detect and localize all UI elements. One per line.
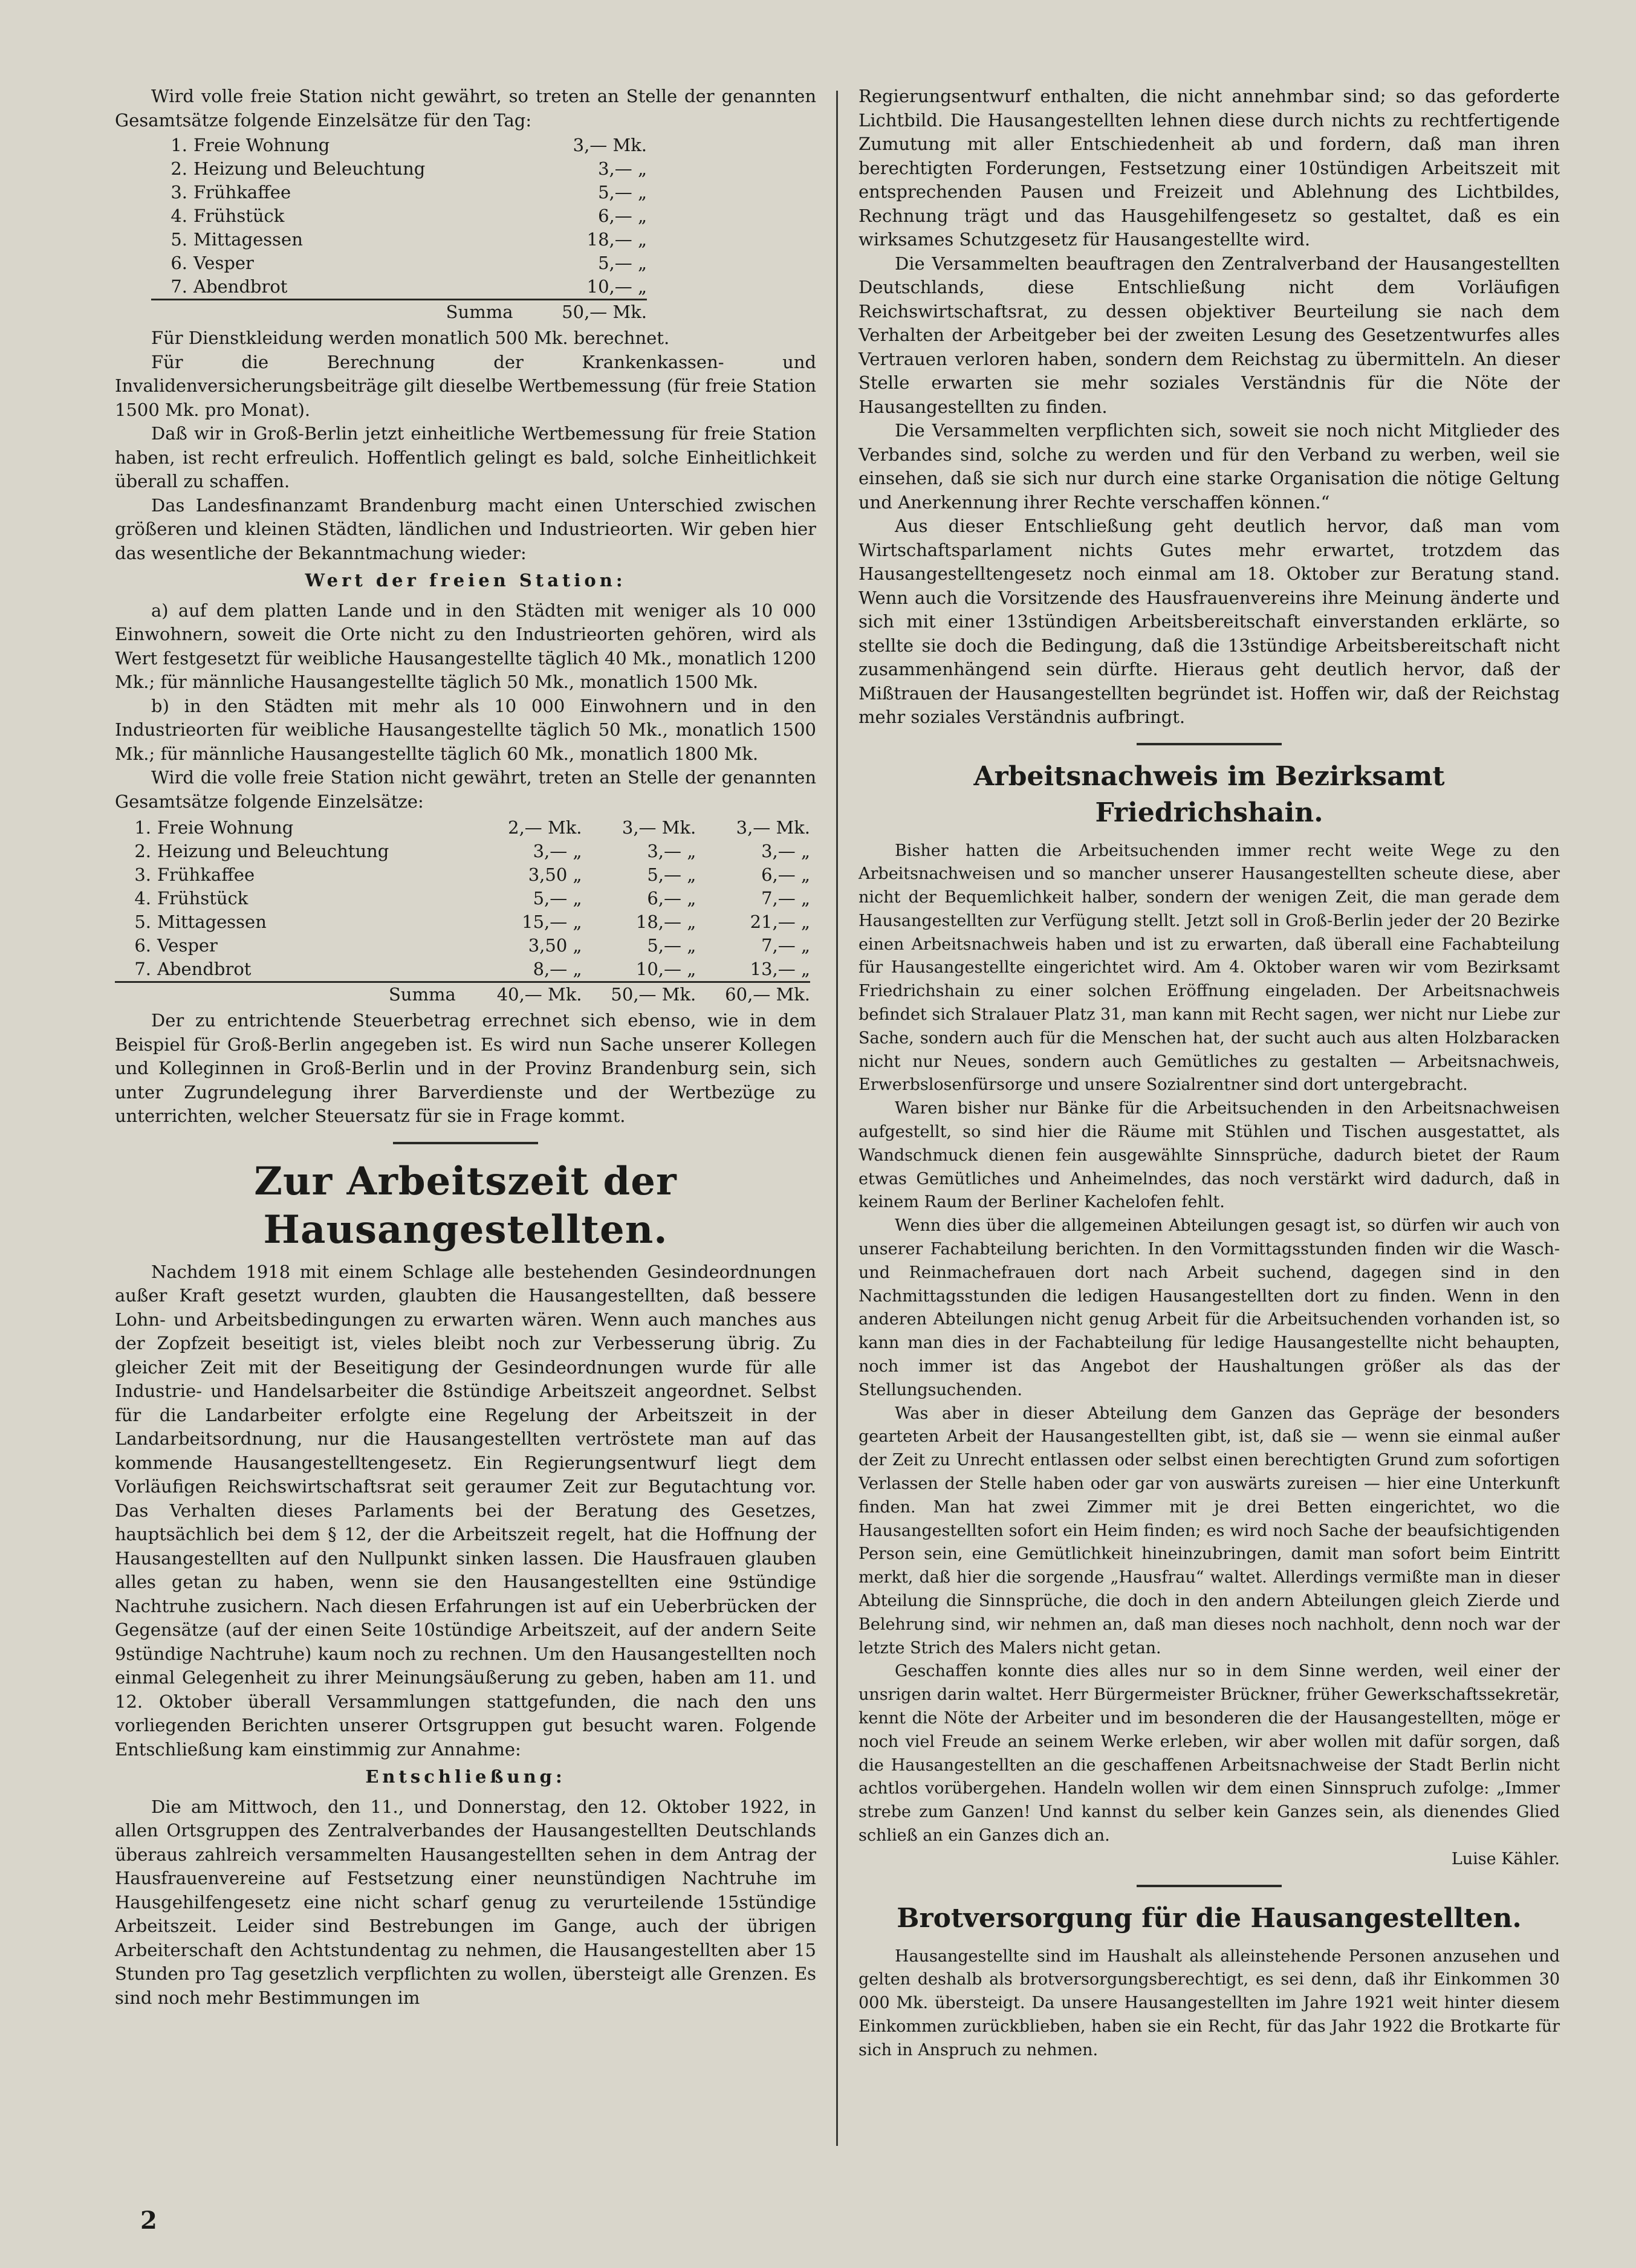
row-label: Heizung und Beleuchtung bbox=[157, 841, 389, 861]
sum-label: Summa bbox=[193, 300, 525, 325]
table-row bbox=[115, 910, 810, 934]
row-value-a: 8,— „ bbox=[533, 959, 582, 979]
row-number: 4. bbox=[170, 206, 187, 226]
row-value-c: 3,— „ bbox=[761, 841, 810, 861]
paragraph: Was aber in dieser Abteilung dem Ganzen das Gepräge der besonders gearteten Arbeit der Hausangestellten gibt, ist, daß sie — wenn sie einmal außer der Zeit zu Unrecht entlassen oder selbst einen berechtigten Grund zum sofortigen Verlassen der Stelle haben oder gar von auswärts zureisen — hier eine Unterkunft finden. Man hat zwei Zimmer mit je drei Betten eingerichtet, wo die Hausangestellten sofort ein Heim finden; es wird noch Sache der beaufsichtigenden Person sein, eine Gemütlichkeit hineinzubringen, damit man sofort beim Eintritt merkt, daß hier die sorgende „Hausfrau“ waltet. Allerdings vermißte man in dieser Abteilung die Sinnsprüche, die doch in den andern Abteilungen gleich Zierde und Belehrung sind, wir nehmen an, daß man dieses noch nachholt, denn noch war der letzte Strich des Malers nicht getan. bbox=[859, 1404, 1560, 1657]
table-row bbox=[115, 957, 810, 982]
row-label: Abendbrot bbox=[157, 959, 252, 979]
row-number: 3. bbox=[134, 864, 151, 885]
row-value-c: 21,— „ bbox=[750, 912, 810, 932]
row-number: 2. bbox=[134, 841, 151, 861]
row-value: 5,— „ bbox=[598, 182, 647, 202]
row-number: 3. bbox=[170, 182, 187, 202]
article-body bbox=[859, 1945, 1560, 2062]
sum-value-b: 50,— Mk. bbox=[582, 982, 696, 1007]
paragraph: Bisher hatten die Arbeitsuchenden immer recht weite Wege zu den Arbeitsnachweisen und so mancher unserer Hausangestellten scheute diese, aber nicht der Bequemlichkeit halber, sondern der wenigen Zeit, die man gerade dem Hausangestellten zur Verfügung stellt. Jetzt soll in Groß-Berlin jeder der 20 Bezirke einen Arbeitsnachweis haben und ist zu erwarten, daß überall eine Fachabteilung für Hausangestellte eingerichtet wird. Am 4. Oktober waren wir vom Bezirksamt Friedrichshain zu einer solchen Eröffnung eingeladen. Der Arbeitsnachweis befindet sich Stralauer Platz 31, man kann mit Recht sagen, wer nicht nur Liebe zur Sache, sondern auch für die Menschen hat, der sucht auch aus alten Holzbaracken nicht nur Neues, sondern auch Gemütliches zu gestalten — Arbeitsnachweis, Erwerbslosenfürsorge und unsere Sozialrentner sind dort untergebracht. bbox=[859, 841, 1560, 1095]
paragraph: Aus dieser Entschließung geht deutlich hervor, daß man vom Wirtschaftsparlament nichts Gutes mehr erwartet, trotzdem das Hausangestelltengesetz noch einmal am 18. Oktober zur Beratung stand. Wenn auch die Vorsitzende des Hausfrauenvereins ihre Meinung änderte und sich mit einer 13stündigen Arbeitsbereitschaft einverstanden erklärte, so stellte sie doch die Bedingung, daß die 13stündige Arbeitsbereitschaft nicht zusammenhängend sein dürfte. Hieraus geht deutlich hervor, daß der Mißtrauen der Hausangestellten begründet ist. Hoffen wir, daß der Reichstag mehr soziales Verständnis aufbringt. bbox=[859, 516, 1560, 727]
row-label: Freie Wohnung bbox=[193, 135, 330, 155]
row-label: Vesper bbox=[157, 935, 218, 956]
paragraph: Daß wir in Groß-Berlin jetzt einheitliche Wertbemessung für freie Station haben, ist recht erfreulich. Hoffentlich gelingt es bald, solche Einheitlichkeit überall zu schaffen. bbox=[115, 423, 816, 491]
sum-value-c: 60,— Mk. bbox=[696, 982, 810, 1007]
row-value-c: 6,— „ bbox=[761, 864, 810, 885]
row-value-c: 7,— „ bbox=[761, 935, 810, 956]
row-value-a: 15,— „ bbox=[522, 912, 582, 932]
table-row bbox=[151, 251, 647, 275]
row-value-c: 13,— „ bbox=[750, 959, 810, 979]
row-number: 1. bbox=[170, 135, 187, 155]
paragraph: Regierungsentwurf enthalten, die nicht annehmbar sind; so das geforderte Lichtbild. Die Hausangestellten lehnen diese durch nichts zu rechtfertigende Zumutung mit aller Entschiedenheit ab und fordern, daß man ihren berechtigten Forderungen, Festsetzung einer 10stündigen Arbeitszeit mit entsprechenden Pausen und Freizeit und Ablehnung des Lichtbildes, Rechnung trägt und das Hausgehilfengesetz so gestaltet, daß es ein wirksames Schutzgesetz für Hausangestellte wird. bbox=[859, 86, 1560, 250]
table-row bbox=[151, 157, 647, 181]
row-number: 1. bbox=[134, 817, 151, 838]
table-row bbox=[115, 863, 810, 887]
row-value: 5,— „ bbox=[598, 253, 647, 273]
table-row bbox=[151, 181, 647, 204]
row-value: 3,— „ bbox=[598, 158, 647, 179]
row-value-a: 5,— „ bbox=[533, 888, 582, 909]
row-value-a: 2,— Mk. bbox=[508, 817, 582, 838]
paragraph: Für Dienstkleidung werden monatlich 500 Mk. berechnet. bbox=[151, 328, 670, 348]
row-value-b: 5,— „ bbox=[647, 935, 696, 956]
paragraph: Die Versammelten verpflichten sich, soweit sie noch nicht Mitglieder des Verbandes sind, solche zu werden und für den Verband zu werben, weil sie einsehen, daß sie sich nur durch eine starke Organisation die nötige Geltung und Anerkennung ihrer Rechte verschaffen können.“ bbox=[859, 420, 1560, 513]
row-number: 6. bbox=[134, 935, 151, 956]
paragraph: Waren bisher nur Bänke für die Arbeitsuchenden in den Arbeitsnachweisen aufgestellt, so sind hier die Räume mit Stühlen und Tischen ausgestattet, als Wandschmuck dienen fein ausgewählte Sinnsprüche, dadurch bietet der Raum etwas Gemütliches und Anheimelndes, das noch verstärkt wird dadurch, daß in keinem Raum der Berliner Kachelofen fehlt. bbox=[859, 1099, 1560, 1212]
table-row bbox=[115, 816, 810, 840]
row-label: Heizung und Beleuchtung bbox=[193, 158, 426, 179]
row-value: 6,— „ bbox=[598, 206, 647, 226]
sum-value: 50,— Mk. bbox=[525, 300, 648, 325]
row-value-a: 3,50 „ bbox=[528, 935, 582, 956]
article-title: Brotversorgung für die Hausangestellten. bbox=[897, 1902, 1522, 1934]
table-row bbox=[151, 204, 647, 228]
value-table-brandenburg bbox=[115, 816, 810, 1006]
row-value-c: 3,— Mk. bbox=[736, 817, 810, 838]
paragraph: b) in den Städten mit mehr als 10 000 Einwohnern und in den Industrieorten für weibliche Hausangestellte täglich 50 Mk., monatlich 1500 Mk.; für männliche Hausangestellte täglich 60 Mk., monatlich 1800 Mk. bbox=[115, 695, 816, 764]
paragraph: Das Landesfinanzamt Brandenburg macht einen Unterschied zwischen größeren und kleinen Städten, ländlichen und Industrieorten. Wir geben hier das wesentliche der Bekanntmachung wieder: bbox=[115, 494, 816, 563]
section-heading: Wert der freien Station: bbox=[305, 570, 626, 591]
row-number: 7. bbox=[134, 959, 151, 979]
row-number: 6. bbox=[170, 253, 187, 273]
row-value-b: 5,— „ bbox=[647, 864, 696, 885]
row-label: Freie Wohnung bbox=[157, 817, 294, 838]
row-number: 4. bbox=[134, 888, 151, 909]
table-sum-row bbox=[115, 982, 810, 1007]
row-value-b: 3,— „ bbox=[647, 841, 696, 861]
paragraph: a) auf dem platten Lande und in den Städten mit weniger als 10 000 Einwohnern, soweit die Orte nicht zu den Industrieorten gehören, wird als Wert festgesetzt für weibliche Hausangestellte täglich 40 Mk., monatlich 1200 Mk.; für männliche Hausangestellte täglich 50 Mk., monatlich 1500 Mk. bbox=[115, 600, 816, 692]
row-label: Vesper bbox=[193, 253, 254, 273]
article-title: Zur Arbeitszeit der Hausangestellten. bbox=[254, 1158, 677, 1252]
left-column bbox=[115, 85, 816, 2232]
table-row bbox=[151, 275, 647, 300]
row-label: Frühstück bbox=[193, 206, 285, 226]
paragraph: Nachdem 1918 mit einem Schlage alle bestehenden Gesindeordnungen außer Kraft gesetzt wurden, glaubten die Hausangestellten, daß bessere Lohn- und Arbeitsbedingungen zu erwarten wären. Wenn auch manches aus der Zopfzeit beseitigt ist, vieles bleibt noch zur Verbesserung übrig. Zu gleicher Zeit mit der Beseitigung der Gesindeordnungen wurde für alle Industrie- und Handelsarbeiter die 8stündige Arbeitszeit angeordnet. Selbst für die Landarbeiter erfolgte eine Regelung der Arbeitszeit in der Landarbeitsordnung, nur die Hausangestellten vertröstete man auf das kommende Hausangestelltengesetz. Ein Regierungsentwurf liegt dem Vorläufigen Reichswirtschaftsrat seit geraumer Zeit zur Begutachtung vor. Das Verhalten dieses Parlaments bei der Beratung des Gesetzes, hauptsächlich bei dem § 12, der die Arbeitszeit regelt, hat die Hoffnung der Hausangestellten auf den Nullpunkt sinken lassen. Die Hausfrauen glauben alles getan zu haben, wenn sie den Hausangestellten eine 9stündige Nachtruhe zusichern. Nach diesen Erfahrungen ist auf ein Ueberbrücken der Gegensätze (auf der einen Seite 10stündige Arbeitszeit, auf der andern Seite 9stündige Nachtruhe) kaum noch zu rechnen. Um den Hausangestellten noch einmal Gelegenheit zu ihrer Meinungsäußerung zu geben, haben am 11. und 12. Oktober überall Versammlungen stattgefunden, die nach den uns vorliegenden Berichten unserer Ortsgruppen gut besucht waren. Folgende Entschließung kam einstimmig zur Annahme: bbox=[115, 1261, 816, 1760]
row-label: Abendbrot bbox=[193, 276, 288, 297]
article-title: Arbeitsnachweis im Bezirksamt Friedrichshain. bbox=[973, 760, 1445, 828]
author-signature: Luise Kähler. bbox=[1451, 1849, 1560, 1868]
table-row bbox=[151, 134, 647, 157]
row-value-b: 10,— „ bbox=[635, 959, 696, 979]
paragraph: Wenn dies über die allgemeinen Abteilungen gesagt ist, so dürfen wir auch von unserer Fachabteilung berichten. In den Vormittagsstunden finden wir die Wasch- und Reinmachefrauen dort nach Arbeit suchend, dagegen sind in den Nachmittagsstunden die ledigen Hausangestellten dort zu finden. Wenn in den anderen Abteilungen nicht genug Arbeit für die Arbeitsuchenden vorhanden ist, so kann man dies in der Fachabteilung für ledige Hausangestellte nicht behaupten, noch immer ist das Angebot der Haushaltungen größer als das der Stellungsuchenden. bbox=[859, 1216, 1560, 1399]
row-label: Mittagessen bbox=[193, 229, 303, 250]
paragraph: Hausangestellte sind im Haushalt als alleinstehende Personen anzusehen und gelten deshalb als brotversorgungsberechtigt, es sei denn, daß ihr Einkommen 30 000 Mk. übersteigt. Da unsere Hausangestellten im Jahre 1921 weit hinter diesem Einkommen zurückblieben, haben sie ein Recht, für das Jahr 1922 die Brotkarte für sich in Anspruch zu nehmen. bbox=[859, 1946, 1560, 2059]
row-label: Frühkaffee bbox=[157, 864, 255, 885]
section-rule bbox=[393, 1142, 538, 1144]
paragraph: Für die Berechnung der Krankenkassen- und Invalidenversicherungsbeiträge gilt dieselbe Wertbemessung (für freie Station 1500 Mk. pro Monat). bbox=[115, 351, 816, 420]
paragraph: Der zu entrichtende Steuerbetrag errechnet sich ebenso, wie in dem Beispiel für Groß-Berlin angegeben ist. Es wird nun Sache unserer Kollegen und Kolleginnen in Groß-Berlin und in der Provinz Brandenburg sein, sich unter Zugrundelegung ihrer Barverdienste und der Wertbezüge zu unterrichten, welcher Steuersatz für sie in Frage kommt. bbox=[115, 1010, 816, 1126]
sum-label: Summa bbox=[157, 982, 468, 1007]
row-value-c: 7,— „ bbox=[761, 888, 810, 909]
article-body bbox=[859, 840, 1560, 1871]
paragraph: Geschaffen konnte dies alles nur so in dem Sinne werden, weil einer der unsrigen darin waltet. Herr Bürgermeister Brückner, früher Gewerkschaftssekretär, kennt die Nöte der Arbeiter und im besonderen die der Hausangestellten, möge er noch viel Freude an seinem Werke erleben, wir aber wollen mit dafür sorgen, daß die Hausangestellten an die geschaffenen Arbeitsnachweise der Stadt Berlin nicht achtlos vorübergehen. Handeln wollen wir dem einen Sinnspruch zufolge: „Immer strebe zum Ganzen! Und kannst du selber kein Ganzes sein, als dienendes Glied schließ an ein Ganzes dich an. bbox=[859, 1662, 1560, 1845]
row-value: 18,— „ bbox=[586, 229, 647, 250]
page-number: 2 bbox=[140, 2206, 157, 2235]
row-value: 3,— Mk. bbox=[573, 135, 647, 155]
row-value-a: 3,— „ bbox=[533, 841, 582, 861]
table-row bbox=[115, 887, 810, 910]
section-rule bbox=[1137, 743, 1282, 745]
value-table-grossberlin bbox=[151, 134, 647, 324]
row-label: Mittagessen bbox=[157, 912, 267, 932]
row-number: 5. bbox=[134, 912, 151, 932]
table-sum-row bbox=[151, 300, 647, 325]
row-value-a: 3,50 „ bbox=[528, 864, 582, 885]
right-column bbox=[859, 85, 1560, 2232]
row-number: 2. bbox=[170, 158, 187, 179]
section-rule bbox=[1137, 1885, 1282, 1887]
column-divider bbox=[836, 91, 838, 2146]
row-number: 5. bbox=[170, 229, 187, 250]
signature-line bbox=[859, 1848, 1560, 1871]
paragraph: Wird die volle freie Station nicht gewährt, treten an Stelle der genannten Gesamtsätze folgende Einzelsätze: bbox=[115, 767, 816, 812]
table-row bbox=[115, 840, 810, 863]
table-row bbox=[151, 228, 647, 251]
section-heading: Entschließung: bbox=[365, 1766, 566, 1787]
paragraph: Die Versammelten beauftragen den Zentralverband der Hausangestellten Deutschlands, diese Entschließung nicht dem Vorläufigen Reichswirtschaftsrat, zu dessen objektiver Beurteilung sie nach dem Verhalten der Arbeitgeber bei der zweiten Lesung des Gesetzentwurfes alles Vertrauen verloren haben, sondern dem Reichstag zu übermitteln. An dieser Stelle erwarten sie mehr soziales Verständnis für die Nöte der Hausangestellten zu finden. bbox=[859, 253, 1560, 417]
paragraph: Wird volle freie Station nicht gewährt, so treten an Stelle der genannten Gesamtsätze folgende Einzelsätze für den Tag: bbox=[115, 86, 816, 131]
row-label: Frühstück bbox=[157, 888, 248, 909]
row-value-b: 3,— Mk. bbox=[622, 817, 696, 838]
row-number: 7. bbox=[170, 276, 187, 297]
row-value: 10,— „ bbox=[586, 276, 647, 297]
row-label: Frühkaffee bbox=[193, 182, 291, 202]
row-value-b: 18,— „ bbox=[635, 912, 696, 932]
sum-value-a: 40,— Mk. bbox=[468, 982, 582, 1007]
table-row bbox=[115, 934, 810, 957]
row-value-b: 6,— „ bbox=[647, 888, 696, 909]
paragraph: Die am Mittwoch, den 11., und Donnerstag, den 12. Oktober 1922, in allen Ortsgruppen des Zentralverbandes der Hausangestellten Deutschlands überaus zahlreich versammelten Hausangestellten sehen in dem Antrag der Hausfrauenvereine auf Festsetzung einer neunstündigen Nachtruhe im Hausgehilfengesetz eine nicht scharf genug zu verurteilende 15stündige Arbeitszeit. Leider sind Bestrebungen im Gange, auch der übrigen Arbeiterschaft den Achtstundentag zu nehmen, die Hausangestellten aber 15 Stunden pro Tag gesetzlich verpflichten zu wollen, übersteigt alle Grenzen. Es sind noch mehr Bestimmungen im bbox=[115, 1796, 816, 2008]
